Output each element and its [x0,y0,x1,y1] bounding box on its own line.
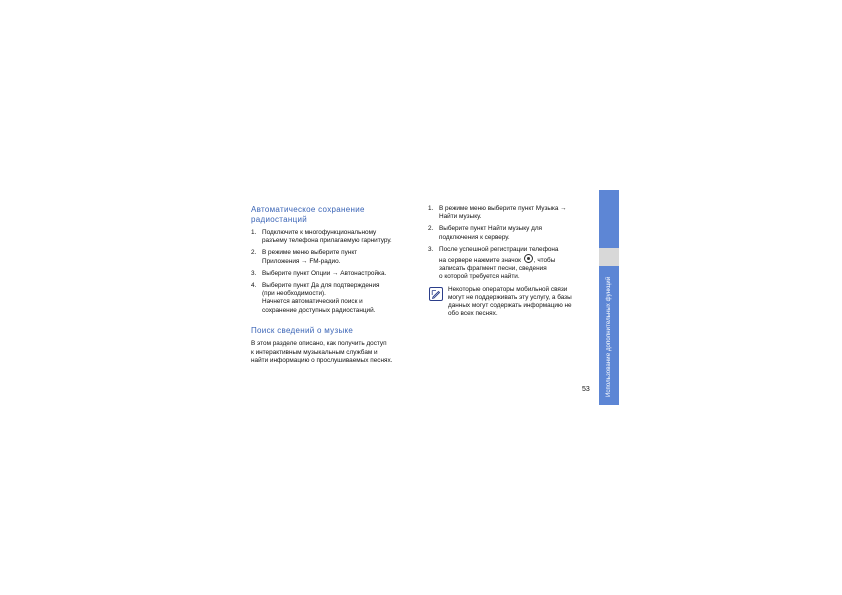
chapter-tab-label: Использование дополнительных функций [606,276,612,397]
step-text: Найти музыку. [439,213,482,221]
step-number: 3. [428,245,434,253]
step-text: В режиме меню выберите пункт Музыка → [439,205,567,212]
note-text: обо всех песнях. [448,310,498,318]
step-number: 2. [251,249,257,257]
list-item [428,225,592,241]
right-column [428,205,592,318]
step-text: сохранение доступных радиостанций. [262,306,376,314]
step-text: подключения к серверу. [439,233,510,241]
step-text: Выберите пункт Да для подтверждения [262,282,380,290]
step-number: 2. [428,225,434,233]
step-text [439,254,592,265]
step-text: После успешной регистрации телефона [439,245,559,253]
list-item [428,205,592,221]
paragraph-line: В этом разделе описано, как получить доступ [251,340,387,348]
step-text: разъему телефона прилагаемую гарнитуру. [262,237,392,245]
list-item [251,270,421,278]
step-number: 1. [428,205,434,212]
left-column [251,205,421,365]
auto-save-steps [251,229,421,315]
step-number: 1. [251,229,257,236]
music-search-steps [428,205,592,282]
step-text-part: , чтобы [533,257,556,265]
list-item [428,246,592,282]
note-block [428,286,592,319]
music-search-description [251,340,421,365]
section-title-auto-save [251,205,421,224]
record-icon [524,254,533,263]
step-text: Выберите пункт Найти музыку для [439,225,543,233]
list-item [251,249,421,265]
step-text: Начнется автоматический поиск и [262,298,363,306]
list-item [251,229,421,245]
note-pencil-icon [429,287,443,301]
step-text: Приложения → FM-радио. [262,257,341,265]
step-text: В режиме меню выберите пункт [262,249,358,257]
section-title-line: Автоматическое сохранение [251,205,365,214]
section-title-music-search: Поиск сведений о музыке [251,325,354,335]
list-item [251,282,421,315]
section-title-line: радиостанций [251,214,308,224]
paragraph-line: найти информацию о прослушиваемых песнях. [251,356,393,364]
note-text: данных могут содержать информацию не [448,302,572,310]
step-text: (при необходимости). [262,290,326,298]
step-text-part: на сервере нажмите значок [439,257,521,265]
step-number: 3. [251,269,257,277]
step-text: Подключите к многофункциональному [262,229,377,236]
paragraph-line: к интерактивным музыкальным службам и [251,348,378,356]
step-text: о которой требуется найти. [439,273,520,281]
note-text: Некоторые операторы мобильной связи [448,285,568,293]
step-number: 4. [251,282,257,290]
note-text: могут не поддерживать эту услугу, а базы [448,293,572,301]
step-text: Выберите пункт Опции → Автонастройка. [262,269,387,277]
step-text: записать фрагмент песни, сведения [439,265,547,273]
page-number: 53 [582,386,590,393]
